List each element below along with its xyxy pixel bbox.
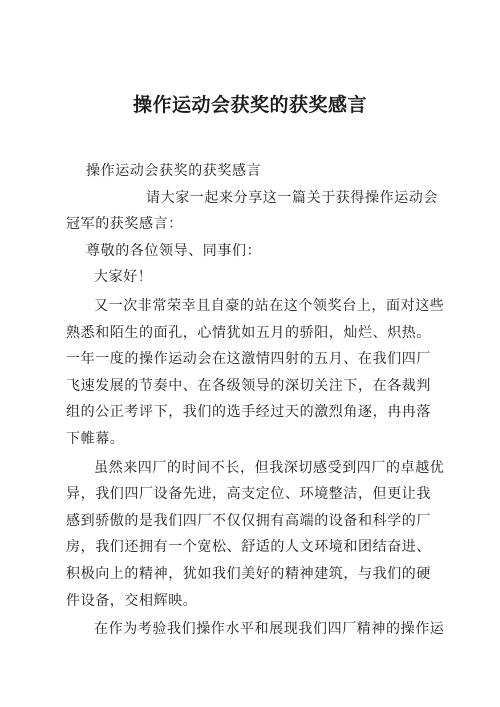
body-line-p1-1: 又一次非常荣幸且自豪的站在这个领奖台上，面对这些 — [94, 297, 445, 314]
body-line-p1-6: 下帷幕。 — [66, 430, 125, 447]
body-line-p1-3: 一年一度的操作运动会在这激情四射的五月、在我们四厂 — [66, 351, 431, 368]
body-line-p2-6: 件设备，交相辉映。 — [66, 592, 198, 609]
body-line-greeting: 大家好！ — [94, 269, 153, 286]
body-line-intro-cont: 冠军的获奖感言： — [66, 216, 183, 233]
body-line-p2-1: 虽然来四厂的时间不长，但我深切感受到四厂的卓越优 — [94, 459, 445, 476]
body-line-p1-2: 熟悉和陌生的面孔，心情犹如五月的骄阳，灿烂、炽热。 — [66, 324, 431, 341]
body-line-p2-2: 异，我们四厂设备先进，高支定位、环境整洁，但更让我 — [66, 486, 431, 503]
body-line-subtitle: 操作运动会获奖的获奖感言 — [86, 163, 262, 179]
body-line-salutation: 尊敬的各位领导、同事们： — [86, 242, 262, 259]
body-line-p2-4: 房，我们还拥有一个宽松、舒适的人文环境和团结奋进、 — [66, 539, 431, 556]
body-line-p2-3: 感到骄傲的是我们四厂不仅仅拥有高端的设备和科学的厂 — [66, 512, 431, 529]
body-line-p3-1: 在作为考验我们操作水平和展现我们四厂精神的操作运 — [94, 621, 445, 638]
body-line-p2-5: 积极向上的精神，犹如我们美好的精神建筑，与我们的硬 — [66, 565, 431, 582]
document-body — [66, 158, 445, 643]
body-line-p1-4: 飞速发展的节奏中、在各级领导的深切关注下，在各裁判 — [66, 377, 431, 394]
document-title: 操作运动会获奖的获奖感言 — [132, 94, 367, 116]
body-line-p1-5: 组的公正考评下，我们的选手经过天的激烈角逐，冉冉落 — [66, 404, 431, 421]
body-line-intro: 请大家一起来分享这一篇关于获得操作运动会 — [146, 189, 438, 206]
